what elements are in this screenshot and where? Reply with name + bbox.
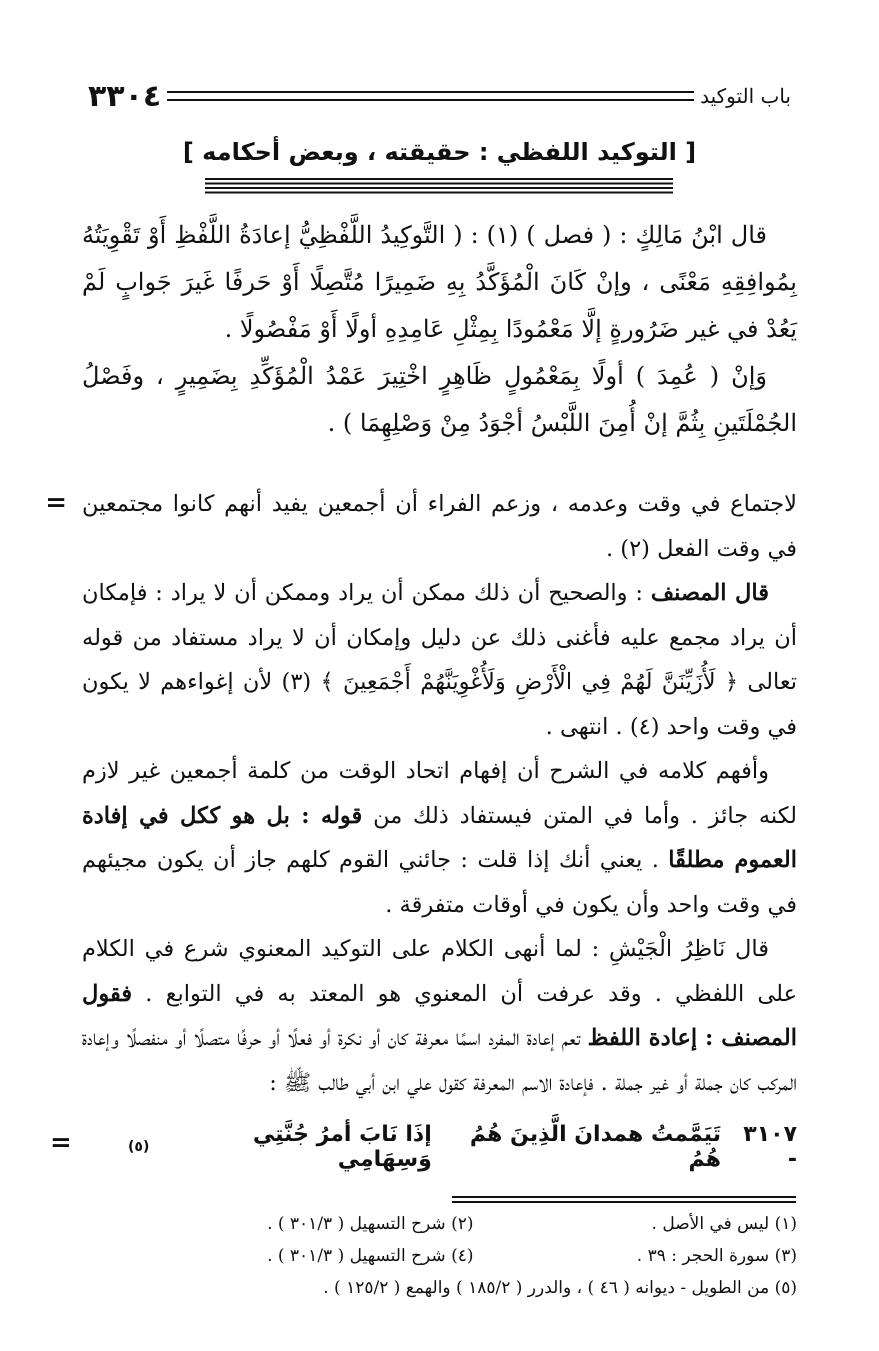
quoted-phrase-2: فقول المصنف : إعادة اللفظ (82, 980, 797, 1051)
sharh-paragraph-2 (82, 571, 797, 749)
section-title: [ التوكيد اللفظي : حقيقته ، وبعض أحكامه ] (182, 138, 697, 166)
continuation-mark: = (45, 488, 67, 518)
poem-first-hemistich (432, 1122, 797, 1172)
chapter-title: باب التوكيد (700, 84, 791, 108)
footnote-row (150, 1240, 797, 1272)
author-label: قال المصنف (650, 580, 769, 606)
sharh-paragraph-3-text-a: وأفهم كلامه في الشرح أن إفهام اتحاد الوقت من كلمة أجمعين غير لازم لكنه جائز . وأما في المتن فيستفاد ذلك من (82, 758, 797, 829)
quoted-phrase: قوله : بل هو ككل في إفادة العموم مطلقًا (82, 802, 798, 873)
poem-footnote-ref: (٥) (128, 1139, 150, 1155)
footnote-row (150, 1208, 797, 1240)
matn-text (82, 212, 797, 447)
footnote-3: (٣) سورة الحجر : ٣٩ . (636, 1246, 797, 1266)
sharh-paragraph-3-text-c: . يعني أنك إذا قلت : جائني القوم كلهم جاز أن يكون مجيئهم في وقت واحد وأن يكون في أوقات متفرقة . (82, 847, 797, 918)
sharh-paragraph-2-text: : والصحيح أن ذلك ممكن أن يراد وممكن أن لا يراد : فإمكان أن يراد مجمع عليه فأغنى ذلك عن دليل وإمكان أن لا يراد مستفاد من قوله تعالى ﴿ لَأُزَيِّنَنَّ لَهُمْ فِي الْأَرْضِ وَلَأُغْوِيَنَّهُمْ أَجْمَعِينَ ﴾ (٣) لأن إغواءهم لا يكون في وقت واحد (٤) . انتهى . (82, 580, 797, 740)
page-number: ٣٣٠٤ (88, 78, 162, 114)
header-rule (167, 91, 694, 101)
sharh-paragraph-4 (82, 927, 797, 1105)
sharh-paragraph-1: لاجتماع في وقت وعدمه ، وزعم الفراء أن أجمعين يفيد أنهم كانوا مجتمعين في وقت الفعل (٢) . (82, 491, 797, 562)
poem-second-hemistich (128, 1122, 432, 1172)
footnote-rule (452, 1196, 796, 1203)
footnote-4: (٤) شرح التسهيل ( ٣٠١/٣ ) . (267, 1246, 474, 1266)
poem-verse (128, 1124, 797, 1170)
page-header (80, 78, 799, 114)
sharh-paragraph-4-text-c: تعم إعادة المفرد اسمًا معرفة كان أو نكرة أو فعلًا أو حرفًا متصلًا أو منفصلًا وإعادة المركب كان جملة أو غير جملة . فإعادة الاسم المعرفة كقول علي ابن أبي طالب ﷺ : (82, 1025, 797, 1096)
continuation-mark-2: = (50, 1128, 72, 1158)
footnotes (150, 1208, 797, 1304)
sharh-paragraph-3 (82, 749, 797, 927)
poem-first-text: تَيَمَّمتُ همدانَ الَّذِينَ هُمُ هُمُ (469, 1122, 721, 1172)
sharh-paragraph-4-text-a: قال نَاظِرُ الْجَيْشِ : لما أنهى الكلام على التوكيد المعنوي شرع في الكلام على اللفظي . وقد عرفت أن المعنوي هو المعتد به في التوابع . (82, 936, 797, 1007)
poem-number: ٣١٠٧ - (743, 1122, 797, 1172)
sharh-text (82, 482, 797, 1105)
matn-paragraph-2: وَإنْ ( عُمِدَ ) أولًا بِمَعْمُولٍ ظَاهِرٍ اخْتِيرَ عَمْدُ الْمُؤَكِّدِ بِضَمِيرٍ ، وفَصْلُ الجُمْلَتَينِ بِثُمَّ إنْ أُمِنَ اللَّبْسُ أجْوَدُ مِنْ وَصْلِهِمَا ) . (82, 362, 797, 437)
matn-paragraph-1: قال ابْنُ مَالِكٍ : ( فصل ) (١) : ( التَّوكِيدُ اللَّفْظِيُّ إعادَةُ اللَّفْظِ أَوْ تَقْوِيَتُهُ بِمُوافِقِهِ مَعْنًى ، وإنْ كَانَ الْمُؤَكَّدُ بِهِ ضَمِيرًا مُتَّصِلًا أَوْ حَرفًا غَيرَ جَوابٍ لَمْ يَعُدْ في غير ضَرُورةٍ إلَّا مَعْمُودًا بِمِثْلِ عَامِدِهِ أولًا أَوْ مَفْصُولًا . (82, 221, 797, 343)
footnote-1: (١) ليس في الأصل . (651, 1214, 797, 1234)
footnote-5: (٥) من الطويل - ديوانه ( ٤٦ ) ، والدرر ( ١٨٥/٢ ) والهمع ( ١٢٥/٢ ) . (323, 1278, 797, 1298)
footnote-2: (٢) شرح التسهيل ( ٣٠١/٣ ) . (267, 1214, 474, 1234)
poem-second-text: إذَا نَابَ أمرُ جُنَّتِي وَسِهَامِي (252, 1122, 432, 1172)
title-rule (205, 178, 673, 194)
